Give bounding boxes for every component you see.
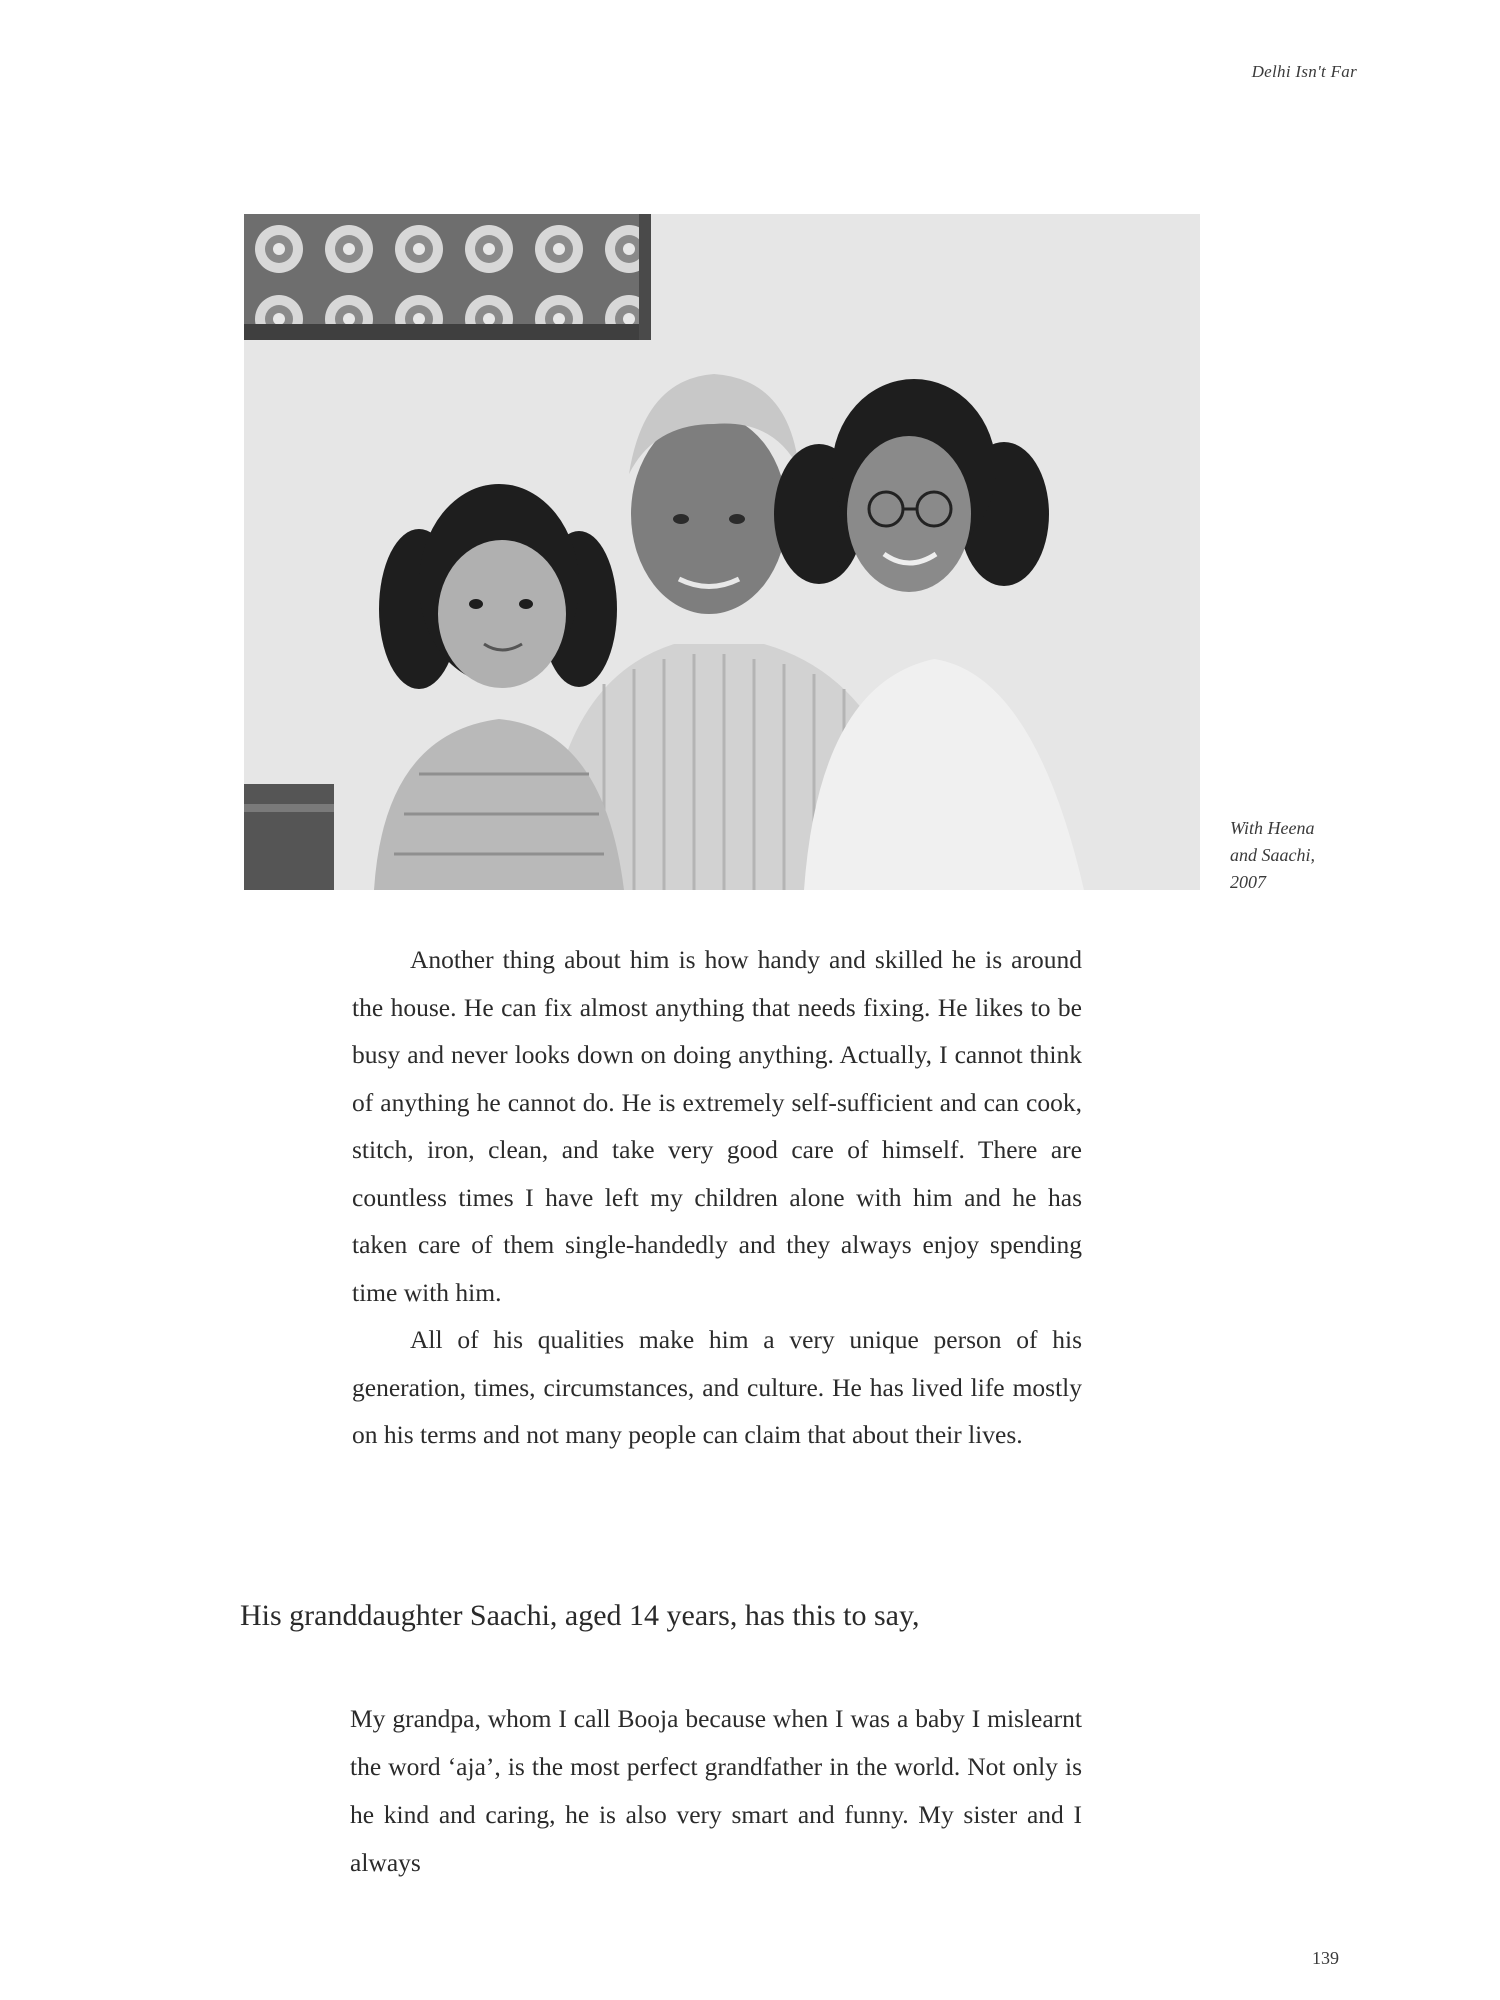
paragraph: All of his qualities make him a very unique person of his generation, times, circumstances, and culture. He has lived life mostly on his terms and not many people can claim that about their lives. xyxy=(352,1325,1082,1449)
photo-caption xyxy=(1230,815,1350,896)
body-text xyxy=(352,936,1082,1459)
caption-line: With Heena xyxy=(1230,818,1315,838)
caption-line: and Saachi, xyxy=(1230,845,1315,865)
wall-tapestry xyxy=(244,214,651,340)
caption-line: 2007 xyxy=(1230,872,1266,892)
running-header: Delhi Isn't Far xyxy=(1251,62,1357,81)
quote-paragraph: My grandpa, whom I call Booja because when I was a baby I mislearnt the word ‘aja’, is the most perfect grandfather in the world. Not only is he kind and caring, he is also very smart and funny. My sister and I always xyxy=(350,1704,1082,1877)
block-quote xyxy=(350,1695,1082,1887)
quote-intro: His granddaughter Saachi, aged 14 years, has this to say, xyxy=(240,1599,920,1632)
page-number: 139 xyxy=(1312,1948,1339,1968)
family-photo xyxy=(244,214,1200,890)
paragraph: Another thing about him is how handy and skilled he is around the house. He can fix almost anything that needs fixing. He likes to be busy and never looks down on doing anything. Actually, I cannot think of anything he cannot do. He is extremely self-sufficient and can cook, stitch, iron, clean, and take very good care of himself. There are countless times I have left my children alone with him and he has taken care of them single-handedly and they always enjoy spending time with him. xyxy=(352,945,1082,1307)
